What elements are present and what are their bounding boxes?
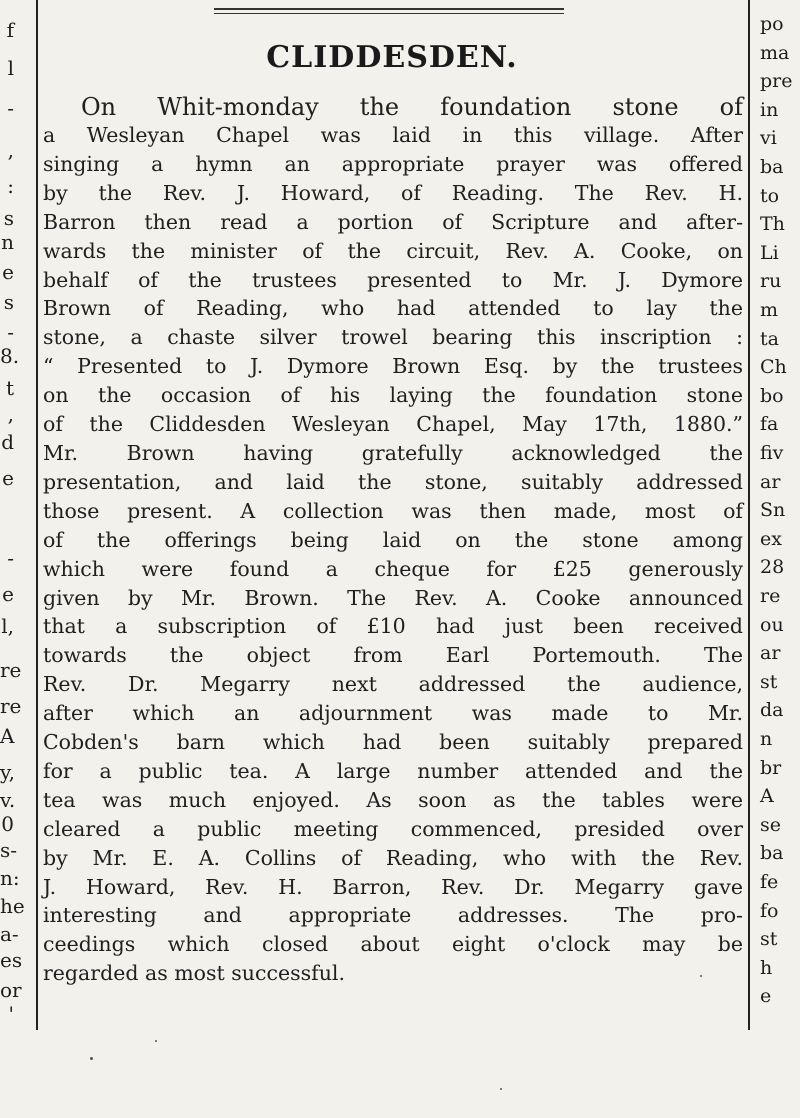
article-line: cleared a public meeting commenced, presided over [43,816,743,841]
left-column-fragment: s [3,290,14,314]
header-rule [214,8,564,10]
right-column-fragment: h [760,956,773,979]
left-column-fragment: ' [8,1002,14,1026]
right-column-fragment: ba [760,156,784,178]
article-line: “ Presented to J. Dymore Brown Esq. by the trustees [43,354,743,379]
left-column-fragment: n: [0,866,20,890]
right-column-fragment: br [760,756,782,779]
article-line: by the Rev. J. Howard, of Reading. The Rev. H. [43,180,743,205]
left-column-fragment: l, [1,614,14,638]
left-column-fragment: s [3,206,14,230]
left-column-fragment: e [2,582,14,606]
article-line: behalf of the trustees presented to Mr. J. Dymore [43,267,743,292]
article-line: Cobden's barn which had been suitably prepared [43,730,743,755]
article-line: on the occasion of his laying the foundation stone [43,383,743,408]
right-column-fragment: fiv [760,442,784,464]
left-column-fragment: es [0,948,23,972]
right-column-fragment: bo [760,384,784,407]
left-column-fragment: - [7,546,14,570]
left-column-fragment: : [7,174,14,198]
right-column-fragment: to [760,184,780,207]
left-column-fragment: e [2,260,14,284]
article-line: regarded as most successful. [43,961,346,986]
left-column-fragment: re [0,694,22,718]
right-column-fragment: Sn [760,499,786,522]
right-column-fragment: ar [760,642,781,665]
right-column-fragment: Li [760,241,779,264]
article-line: a Wesleyan Chapel was laid in this village. After [43,123,743,147]
right-column-fragment: Ch [760,356,787,379]
left-column-fragment: s- [0,838,18,862]
left-column-fragment: 8. [0,344,20,368]
left-column-fragment: a- [0,922,19,946]
article-line: of the offerings being laid on the stone among [43,527,743,552]
left-column-fragment: v. [0,788,16,812]
left-column-fragment: or [0,978,22,1002]
left-column-fragment: f [6,18,14,42]
right-column-fragment: A [760,785,774,808]
article-line: interesting and appropriate addresses. The pro- [43,903,743,928]
article-line: after which an adjournment was made to Mr. [43,701,743,726]
right-column-fragment: pre [760,70,793,93]
article-line: presentation, and laid the stone, suitably addressed [43,469,743,494]
article-body [43,91,743,988]
right-column-fragment: ru [760,270,782,293]
article-line: stone, a chaste silver trowel bearing this inscription : [43,325,743,350]
article-line: towards the object from Earl Portemouth. The [43,643,743,668]
left-column-fragment: A [0,724,15,748]
right-column-fragment: ou [760,613,784,636]
article-line: ceedings which closed about eight o'clock may be [43,932,743,957]
article-line: wards the minister of the circuit, Rev. A. Cooke, on [43,238,743,263]
right-column-fragment: fo [760,899,779,922]
right-column-fragment: n [760,728,773,750]
right-column-fragment: e [760,985,772,1008]
article-line: Brown of Reading, who had attended to lay the [43,296,743,321]
header-rule-thin [214,13,564,14]
left-column-fragment: re [0,658,22,682]
right-column-fragment: fe [760,871,779,893]
left-column-fragment: n [1,230,14,254]
left-column-fragment: he [0,894,25,918]
left-column-fragment: t [5,376,14,400]
article-line: Barron then read a portion of Scripture and after- [43,209,743,234]
article-line: Mr. Brown having gratefully acknowledged the [43,440,743,465]
left-column-fragment: y, [0,760,15,784]
right-column-fragment: ma [760,41,790,64]
right-column-fragment: ba [760,842,784,865]
article-line: given by Mr. Brown. The Rev. A. Cooke announced [43,585,743,610]
right-column-fragment: po [760,13,784,35]
right-column-fragment: m [760,299,779,321]
right-column-fragment: in [760,98,779,121]
right-column-fragment: ta [760,327,779,350]
article-line: tea was much enjoyed. As soon as the tables were [43,787,743,812]
article-line: of the Cliddesden Wesleyan Chapel, May 17th, 1880.” [43,412,743,437]
right-column-fragment: Th [760,213,785,236]
left-column-fragment: , [7,138,14,162]
left-column-fragment: l [7,56,14,80]
article-line: J. Howard, Rev. H. Barron, Rev. Dr. Megarry gave [43,874,743,899]
article-line: singing a hymn an appropriate prayer was offered [43,151,743,176]
left-column-fragment: 0 [1,812,14,836]
article-line: that a subscription of £10 had just been received [43,614,743,639]
right-column-fragment: fa [760,413,779,436]
left-column-fragment: , [7,402,14,426]
column-rule-left [36,0,38,1030]
article-line: for a public tea. A large number attended and the [43,758,743,783]
left-column-fragment: d [1,430,14,454]
column-rule-right [748,0,750,1030]
article-line: On Whit-monday the foundation stone of [81,93,743,121]
right-column-fragment: se [760,813,781,836]
right-column-fragment: re [760,585,781,607]
right-column-fragment: ex [760,527,782,550]
left-column-fragment: e [2,466,14,490]
article-line: Rev. Dr. Megarry next addressed the audience, [43,672,743,697]
article-line: those present. A collection was then made, most of [43,498,743,523]
right-column-fragment: ar [760,470,781,493]
article-line: which were found a cheque for £25 generously [43,556,743,581]
article-headline: CLIDDESDEN. [266,40,518,75]
article-line: by Mr. E. A. Collins of Reading, who with the Rev. [43,845,743,870]
right-column-fragment: st [760,670,778,693]
right-column-fragment: vi [760,127,777,150]
right-column-fragment: 28 [760,556,785,579]
right-column-fragment: st [760,928,778,951]
right-column-fragment: da [760,699,784,722]
left-column-fragment: - [7,320,14,344]
left-column-fragment: - [7,96,14,120]
